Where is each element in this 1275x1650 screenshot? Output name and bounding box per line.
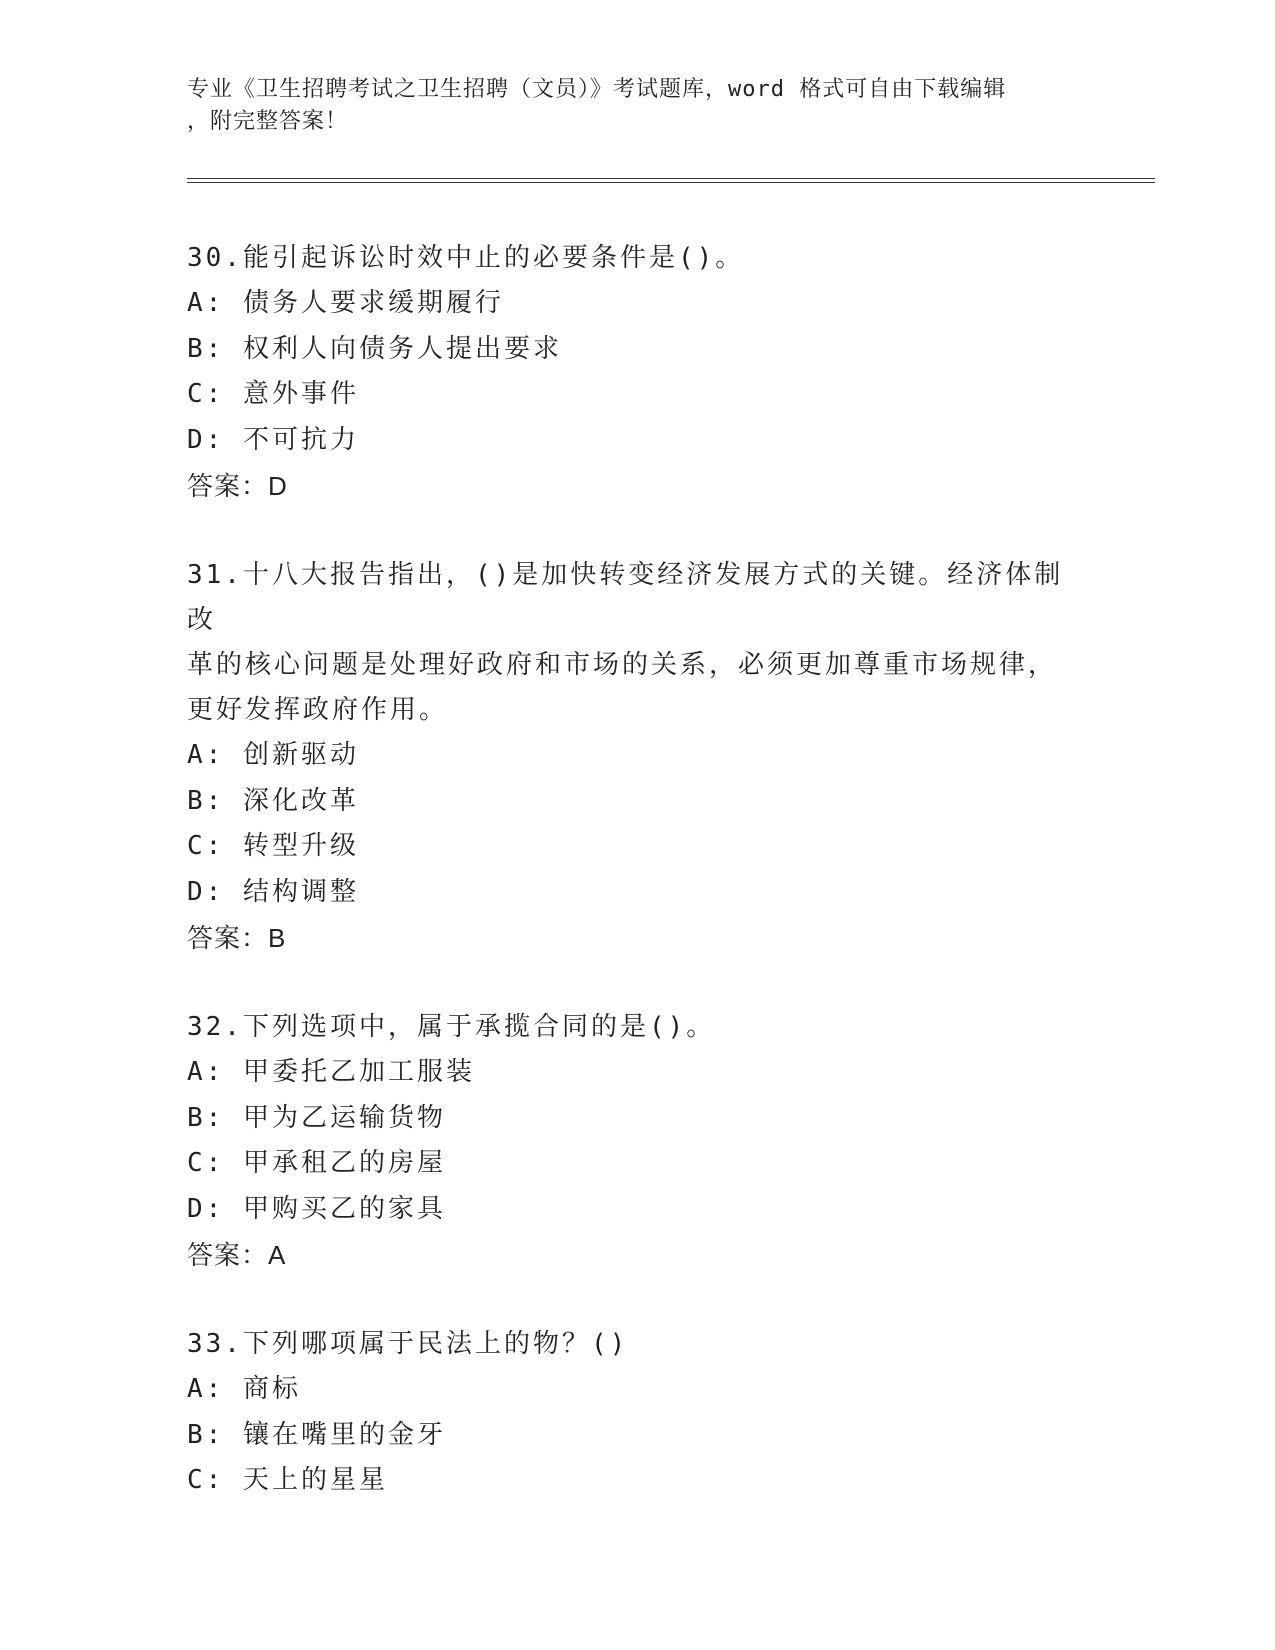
question-stem-line-3: 更好发挥政府作用。: [187, 695, 449, 725]
option-c: C: 甲承租乙的房屋: [187, 1148, 446, 1178]
question-stem: 32.下列选项中，属于承揽合同的是()。: [187, 1012, 716, 1042]
header-line-1: 专业《卫生招聘考试之卫生招聘（文员）》考试题库，word 格式可自由下载编辑: [187, 77, 1007, 102]
option-b: B: 权利人向债务人提出要求: [187, 333, 562, 364]
answer-line: 答案：D: [187, 471, 288, 501]
header-line-2: ，附完整答案！: [187, 109, 349, 134]
option-d: D: 结构调整: [187, 876, 359, 907]
option-c: C: 转型升级: [187, 831, 359, 861]
document-header: [187, 74, 1067, 138]
option-a: A: 债务人要求缓期履行: [187, 288, 504, 318]
option-d: D: 不可抗力: [187, 424, 359, 455]
question-31: [187, 553, 1087, 961]
option-b: B: 深化改革: [187, 785, 359, 816]
option-b: B: 镶在嘴里的金牙: [187, 1419, 446, 1450]
question-stem: 30.能引起诉讼时效中止的必要条件是()。: [187, 243, 745, 273]
question-list: [187, 236, 1087, 1548]
question-32: [187, 1005, 1087, 1278]
question-33: [187, 1322, 1087, 1504]
option-c: C: 天上的星星: [187, 1465, 388, 1495]
option-c: C: 意外事件: [187, 379, 359, 409]
question-stem: 33.下列哪项属于民法上的物？(): [187, 1329, 629, 1359]
option-a: A: 创新驱动: [187, 740, 359, 770]
header-divider-top: [187, 178, 1155, 179]
option-a: A: 商标: [187, 1374, 301, 1404]
answer-line: 答案：A: [187, 1240, 287, 1270]
option-a: A: 甲委托乙加工服装: [187, 1057, 475, 1087]
option-b: B: 甲为乙运输货物: [187, 1102, 446, 1133]
answer-line: 答案：B: [187, 923, 287, 953]
question-stem-line-1: 31.十八大报告指出，()是加快转变经济发展方式的关键。经济体制改: [187, 560, 1064, 635]
option-d: D: 甲购买乙的家具: [187, 1193, 446, 1224]
question-stem-line-2: 革的核心问题是处理好政府和市场的关系，必须更加尊重市场规律，: [187, 650, 1058, 680]
header-divider-bottom: [187, 182, 1155, 183]
question-30: [187, 236, 1087, 509]
